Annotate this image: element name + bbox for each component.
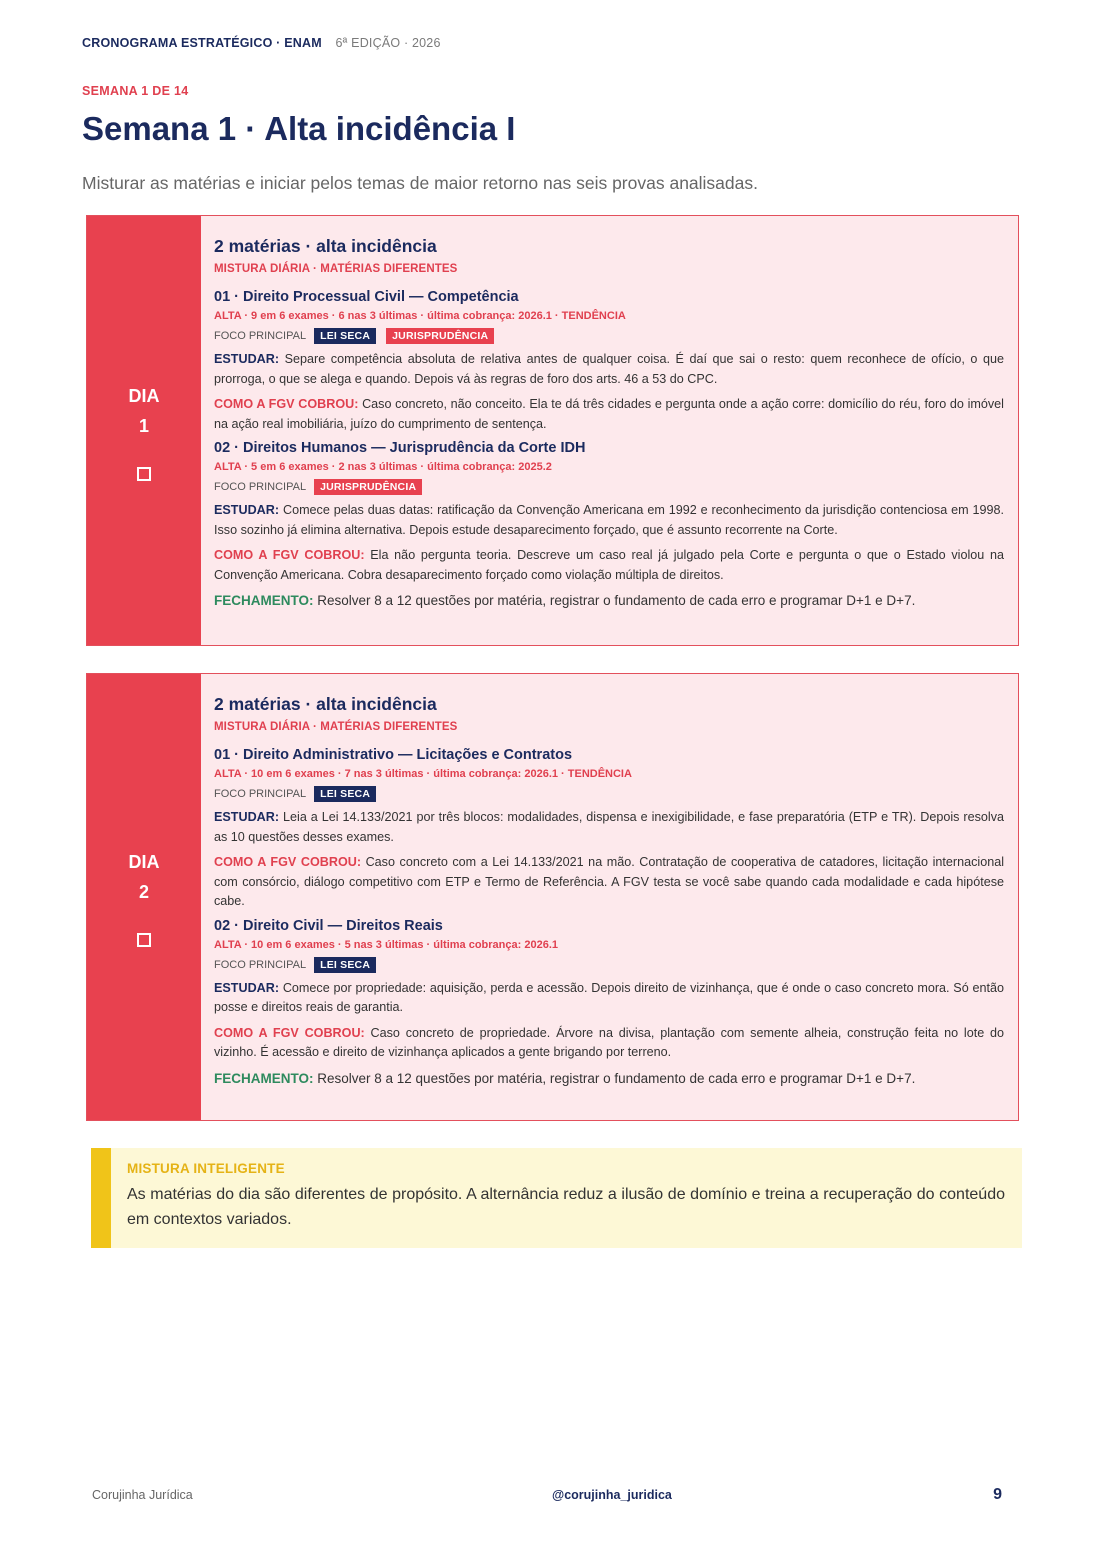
day-checkbox[interactable] [137,467,151,481]
study-label: ESTUDAR: [214,980,280,995]
tag-jurisprudencia: JURISPRUDÊNCIA [386,328,494,344]
fgv-paragraph [214,853,1004,912]
fgv-text: Caso concreto com a Lei 14.133/2021 na mão. Contratação de cooperativa de catadores, licitação internacional com consórcio, diálogo competitivo com ETP e Termo de Referência. A FGV testa se você sabe quando cada modalidade e cada hipótese cabe. [214,855,1004,908]
day-number: 1 [138,415,149,436]
fgv-paragraph [214,1024,1004,1063]
closing-paragraph [214,1069,1004,1089]
day-side-panel [87,216,201,645]
tag-jurisprudencia: JURISPRUDÊNCIA [314,479,422,495]
day-card-1 [86,215,1019,646]
fgv-paragraph [214,395,1004,434]
week-label: SEMANA 1 DE 14 [82,84,189,98]
focus-label: FOCO PRINCIPAL [214,788,307,800]
study-label: ESTUDAR: [214,810,280,824]
day-label: DIA [128,385,160,406]
subject-meta: ALTA · 10 em 6 exames · 7 nas 3 últimas · última cobrança: 2026.1 · TENDÊNCIA [214,768,632,780]
day-body [201,674,1018,1120]
closing-label: FECHAMENTO: [214,1070,314,1086]
callout-text: As matérias do dia são diferentes de propósito. A alternância reduz a ilusão de domínio e treina a recuperação do conteúdo em contextos variados. [127,1186,1005,1228]
focus-row [214,786,1004,802]
day-label: DIA [128,852,160,872]
subject-title: 02 · Direito Civil — Direitos Reais [214,917,443,934]
day-title: 2 matérias · alta incidência [214,236,437,256]
focus-row [214,479,1004,495]
fgv-text: Ela não pergunta teoria. Descreve um caso real já julgado pela Corte e pergunta o que o Estado violou na Convenção Americana. Cobra desaparecimento forçado como violação múltipla de direitos. [214,548,1004,582]
subject-block [214,745,1004,912]
callout-title: MISTURA INTELIGENTE [127,1161,285,1176]
tag-lei-seca: LEI SECA [314,328,376,344]
focus-label: FOCO PRINCIPAL [214,481,307,493]
closing-paragraph [214,591,1004,611]
study-label: ESTUDAR: [214,352,280,366]
subject-meta: ALTA · 10 em 6 exames · 5 nas 3 últimas · última cobrança: 2026.1 [214,938,558,951]
day-mix-label: MISTURA DIÁRIA · MATÉRIAS DIFERENTES [214,263,458,275]
fgv-paragraph [214,546,1004,585]
fgv-text: Caso concreto de propriedade. Árvore na divisa, plantação com semente alheia, construção feita no lote do vizinho. É acessão e direito de vizinhança aplicados a gente brigando por terreno. [214,1025,1004,1059]
footer-handle: @corujinha_juridica [552,1488,672,1502]
day-body [201,216,1018,645]
day-checkbox[interactable] [137,933,151,947]
header-brand: CRONOGRAMA ESTRATÉGICO · ENAM [82,36,322,50]
focus-row [214,957,1004,973]
fgv-label: COMO A FGV COBROU: [214,855,362,869]
day-side-panel [87,674,201,1120]
study-paragraph [214,808,1004,847]
study-text: Comece pelas duas datas: ratificação da Convenção Americana em 1992 e reconhecimento da jurisdição contenciosa em 1998. Isso sozinho já elimina alternativa. Depois estude desaparecimento forçado, que é assunto recorrente na Corte. [214,503,1004,537]
page-title: Semana 1 · Alta incidência I [82,110,516,147]
closing-text: Resolver 8 a 12 questões por matéria, registrar o fundamento de cada erro e programar D+1 e D+7. [313,593,916,608]
subject-block [214,438,1004,585]
day-title: 2 matérias · alta incidência [214,694,437,714]
subject-title: 02 · Direitos Humanos — Jurisprudência da Corte IDH [214,440,586,456]
study-label: ESTUDAR: [214,503,280,517]
subject-meta: ALTA · 9 em 6 exames · 6 nas 3 últimas · última cobrança: 2026.1 · TENDÊNCIA [214,310,626,322]
day-card-2 [86,673,1019,1121]
callout-body [111,1148,1022,1248]
tag-lei-seca: LEI SECA [314,957,376,973]
fgv-label: COMO A FGV COBROU: [214,548,365,562]
study-paragraph [214,979,1004,1018]
header-edition: 6ª EDIÇÃO · 2026 [335,36,441,50]
closing-label: FECHAMENTO: [214,593,314,608]
day-number: 2 [138,882,149,902]
subject-title: 01 · Direito Administrativo — Licitações e Contratos [214,747,573,763]
subject-title: 01 · Direito Processual Civil — Competência [214,289,519,305]
footer-brand: Corujinha Jurídica [92,1488,193,1502]
tip-callout [91,1148,1022,1248]
page-subtitle: Misturar as matérias e iniciar pelos temas de maior retorno nas seis provas analisadas. [82,173,758,193]
closing-text: Resolver 8 a 12 questões por matéria, registrar o fundamento de cada erro e programar D+1 e D+7. [313,1070,916,1086]
running-header [82,36,441,50]
fgv-label: COMO A FGV COBROU: [214,1025,365,1040]
day-mix-label: MISTURA DIÁRIA · MATÉRIAS DIFERENTES [214,721,458,733]
focus-label: FOCO PRINCIPAL [214,958,307,971]
subject-block [214,287,1004,434]
study-paragraph [214,501,1004,540]
subject-meta: ALTA · 5 em 6 exames · 2 nas 3 últimas · última cobrança: 2025.2 [214,461,552,473]
focus-label: FOCO PRINCIPAL [214,330,307,342]
study-text: Separe competência absoluta de relativa antes de qualquer coisa. É daí que sai o resto: quem reconhece de ofício, o que prorroga, o que se alega e quando. Depois vá às regras de foro dos arts. 46 a 53 do CPC. [214,352,1004,386]
study-text: Comece por propriedade: aquisição, perda e acessão. Depois direito de vizinhança, que é onde o caso concreto mora. Só então posse e direitos reais de garantia. [214,980,1004,1014]
tag-lei-seca: LEI SECA [314,786,376,802]
study-text: Leia a Lei 14.133/2021 por três blocos: modalidades, dispensa e inexigibilidade, e fase preparatória (ETP e TR). Depois resolva as 10 questões desses exames. [214,810,1004,844]
fgv-label: COMO A FGV COBROU: [214,397,359,411]
page-number: 9 [993,1486,1002,1503]
callout-accent-bar [91,1148,111,1248]
subject-block [214,916,1004,1063]
focus-row [214,328,1004,344]
fgv-text: Caso concreto, não conceito. Ela te dá três cidades e pergunta onde a ação corre: domicílio do réu, foro do imóvel na ação real imobiliária, juízo do cumprimento de sentença. [214,397,1004,431]
study-paragraph [214,350,1004,389]
